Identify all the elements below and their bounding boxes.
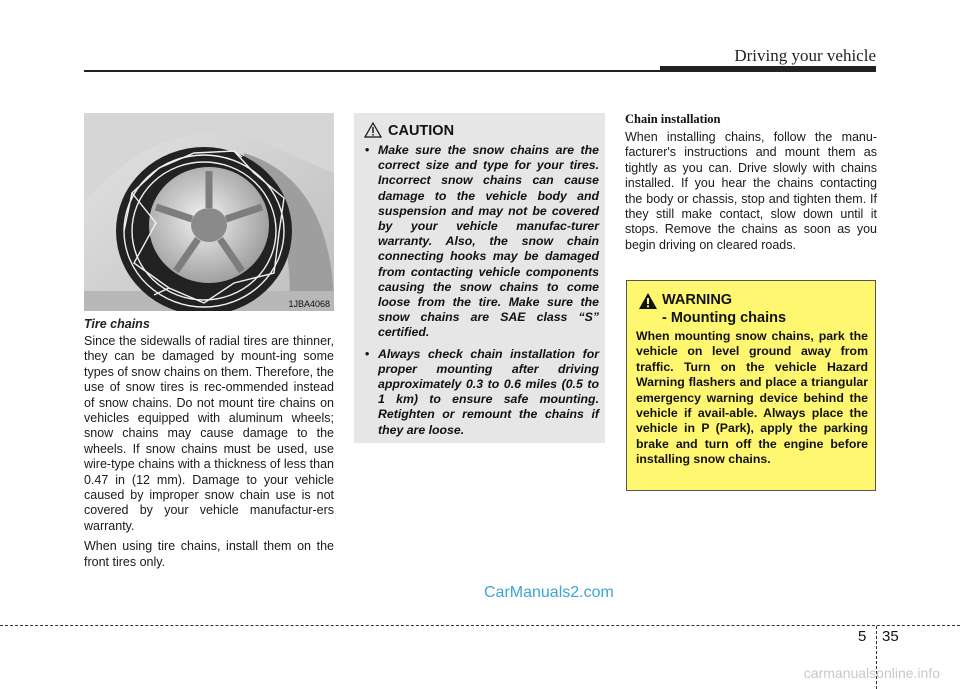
tire-chains-paragraph: Since the sidewalls of radial tires are thinner, they can be damaged by mount-ing some types of snow chains on them. Therefore, the use of snow tires is rec-ommended instead of snow chains. Do not mount tire chains on vehicles equipped with aluminum wheels; snow chains may cause damage to the wheels. If snow chains must be used, use wire-type chains with a thickness of less than 0.47 in (12 mm). Damage to your vehicle caused by improper snow chain use is not covered by your vehicle manufactur-ers warranty. bbox=[84, 334, 334, 533]
warning-text: When mounting snow chains, park the vehicle on level ground away from traffic. Turn on the vehicle Hazard Warning flashers and place a triangular emergency warning device behind the vehicle if avail-able. Always place the vehicle in P (Park), apply the parking brake and turn off the engine before installing snow chains. bbox=[636, 329, 868, 467]
caution-triangle-icon bbox=[364, 122, 382, 138]
tire-chains-paragraph: When using tire chains, install them on the front tires only. bbox=[84, 539, 334, 569]
header-rule-accent bbox=[660, 66, 876, 72]
caution-list bbox=[362, 143, 599, 444]
tire-chains-heading: Tire chains bbox=[84, 317, 150, 331]
chain-installation-heading: Chain installation bbox=[625, 112, 721, 126]
tire-with-chain-illustration bbox=[84, 113, 334, 311]
tire-chains-section bbox=[84, 317, 334, 575]
watermark-link[interactable]: CarManuals2.com bbox=[484, 584, 614, 601]
page-header-title: Driving your vehicle bbox=[734, 46, 876, 65]
footer-divider bbox=[0, 625, 960, 626]
figure-label: 1JBA4068 bbox=[288, 299, 330, 309]
chain-installation-text: When installing chains, follow the manu-facturer's instructions and mount them as tightly as you can. Drive slowly with chains installed. If you hear the chains contacting the body or chassis, stop and tighten them. If they still make contact, slow down until it stops. Remove the chains as soon as you begin driving on cleared roads. bbox=[625, 130, 877, 252]
warning-subtitle: - Mounting chains bbox=[662, 310, 787, 326]
footer-site-watermark: carmanualsonline.info bbox=[803, 665, 940, 681]
chain-installation-section bbox=[625, 112, 877, 253]
warning-box bbox=[626, 280, 876, 491]
caution-item: • Always check chain installation for proper mounting after driving approximately 0.3 to 0.6 miles (0.5 to 1 km) to ensure safe mounting. Retighten or remount the chains if they are loose. bbox=[362, 347, 599, 438]
page-number: 35 bbox=[882, 628, 899, 645]
caution-box bbox=[354, 113, 605, 443]
warning-triangle-icon bbox=[638, 292, 658, 310]
chapter-number: 5 bbox=[858, 628, 867, 645]
caution-item: • Make sure the snow chains are the correct size and type for your tires. Incorrect snow chains can cause damage to the vehicle body and suspension and may not be covered by your vehicle manufac-turer warranty. Also, the snow chain connecting hooks may be damaged from contacting vehicle components causing the snow chains to come loose from the tire. Make sure the snow chains are SAE class “S” certified. bbox=[362, 143, 599, 341]
tire-chain-photo bbox=[84, 113, 334, 311]
warning-title: WARNING bbox=[662, 292, 733, 308]
caution-title: CAUTION bbox=[388, 123, 455, 139]
header-rule bbox=[84, 70, 660, 72]
